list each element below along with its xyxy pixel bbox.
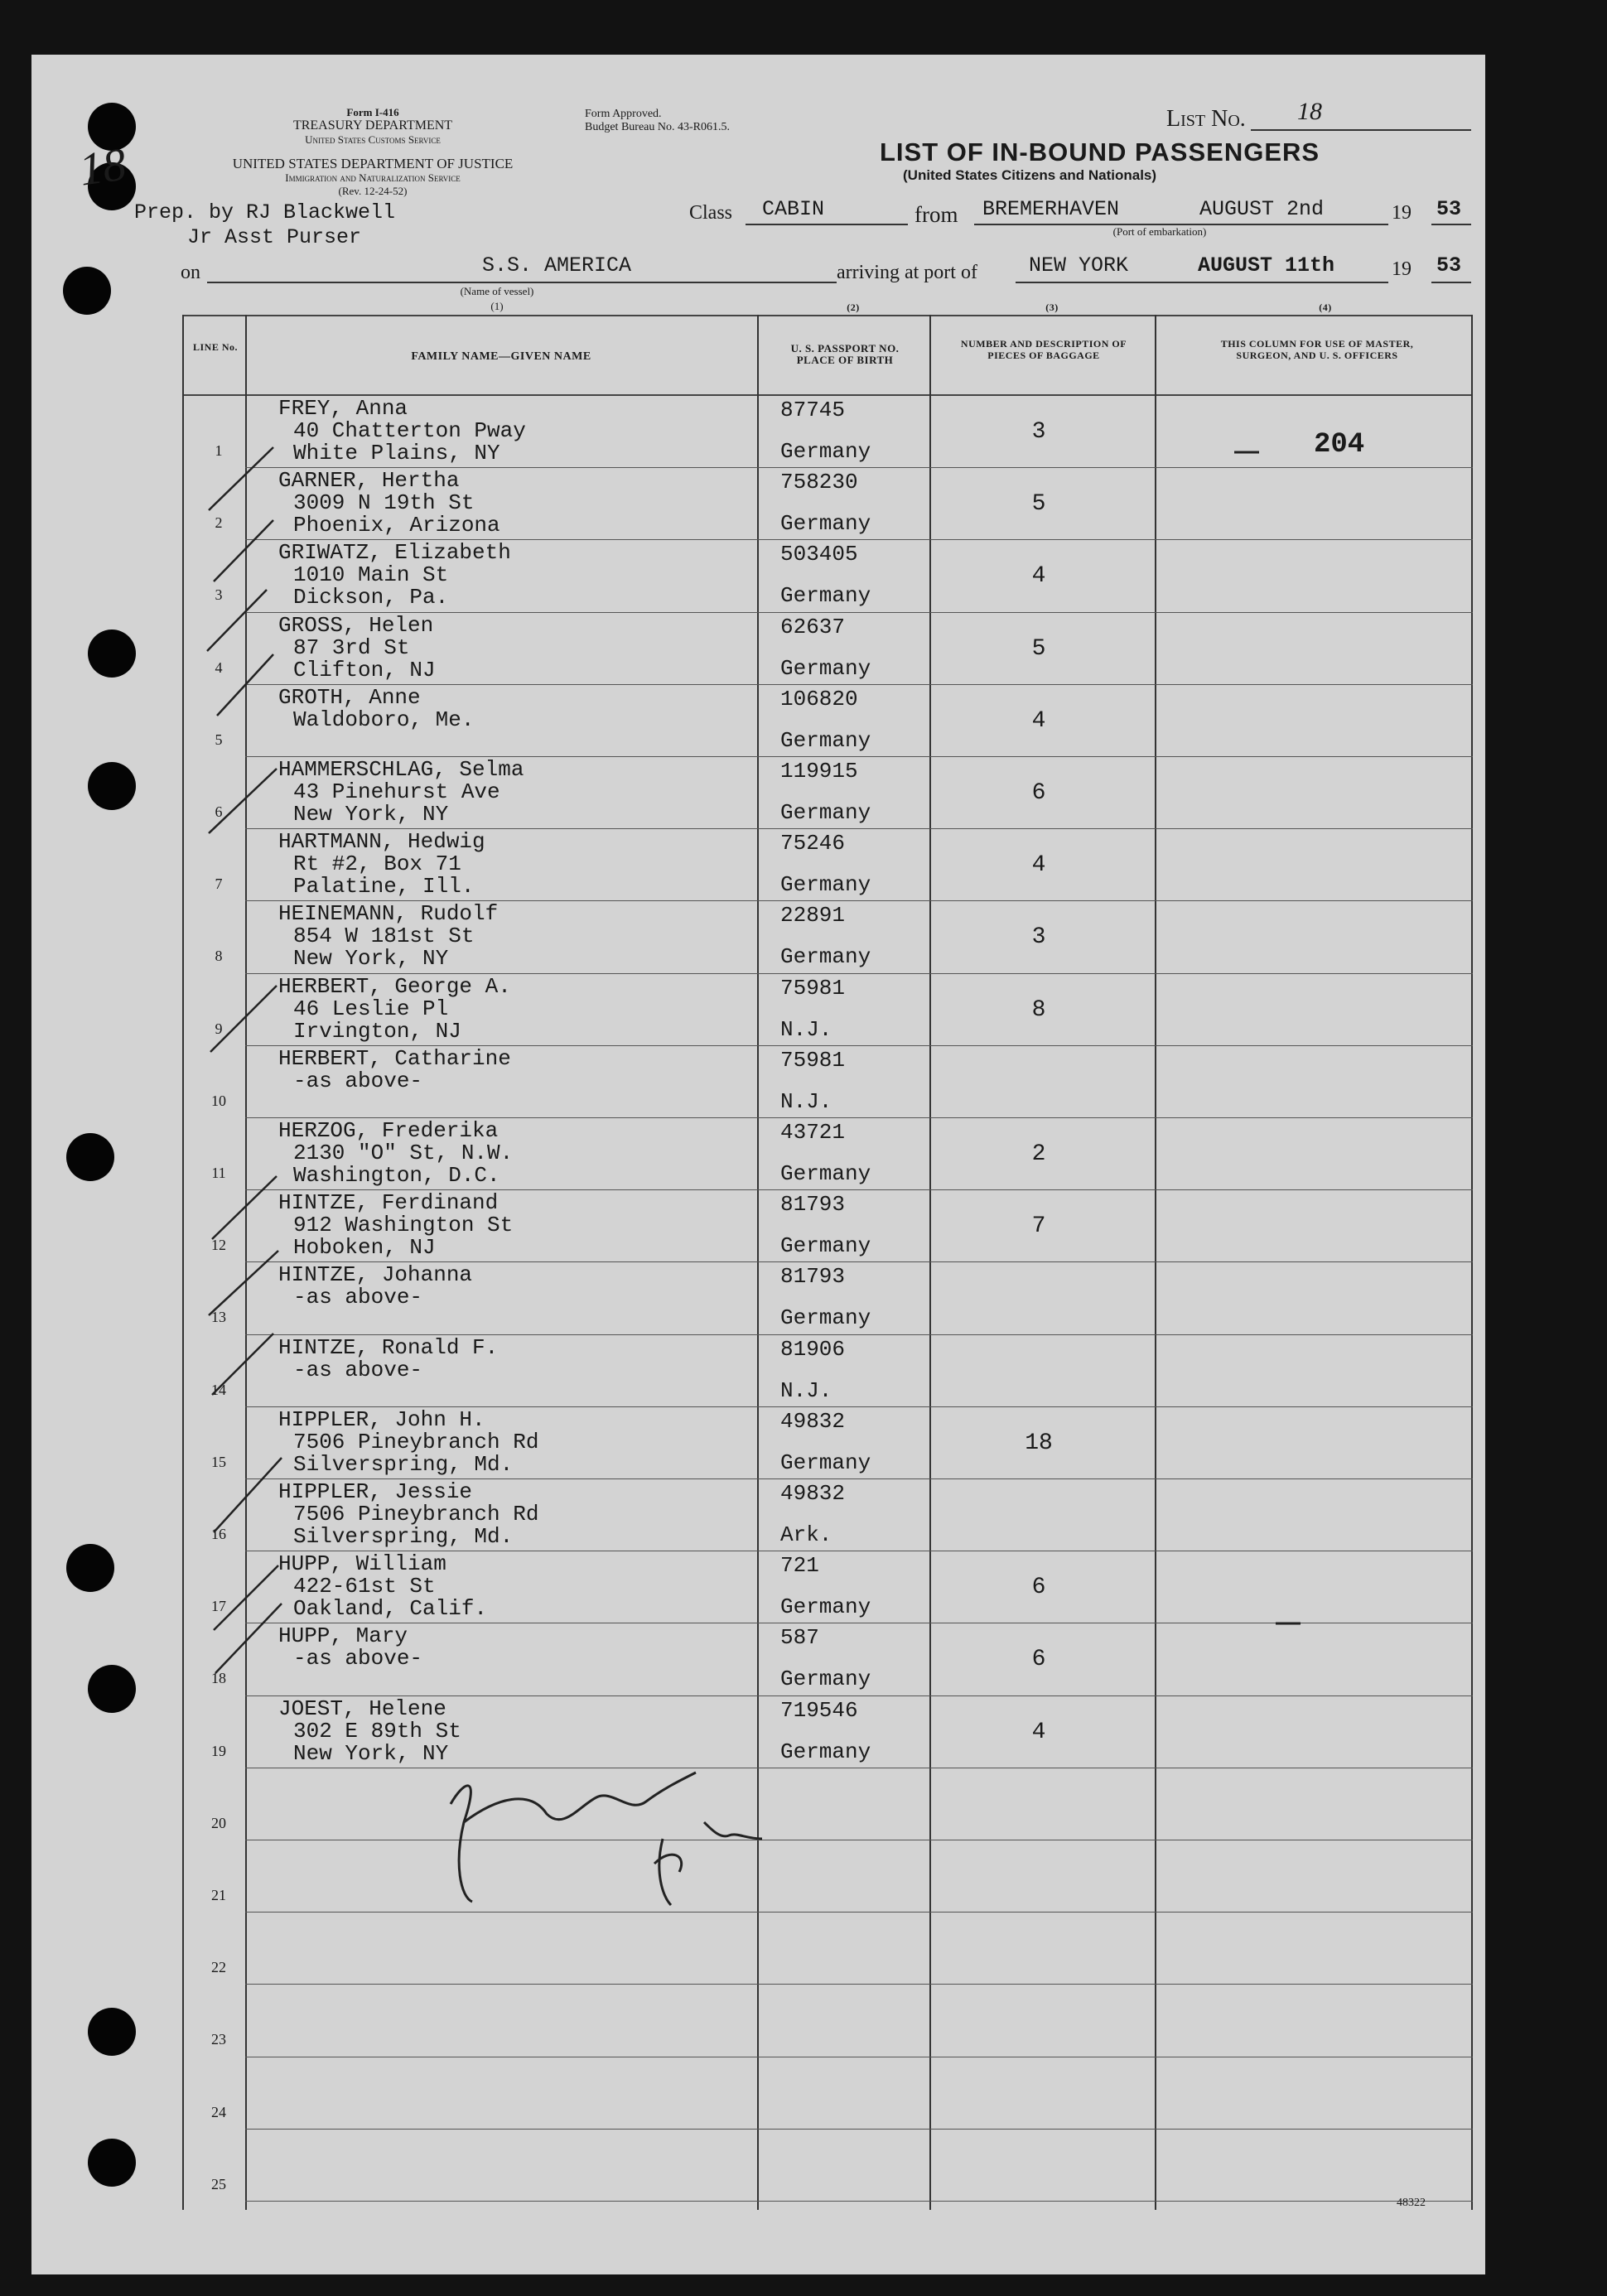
passenger-address-line2: Oakland, Calif.: [293, 1596, 488, 1622]
passenger-address-line1: 2130 "O" St, N.W.: [293, 1141, 514, 1165]
passenger-address-line1: Waldoboro, Me.: [293, 707, 475, 732]
class-label: Class: [689, 202, 733, 224]
passport-number: 62637: [780, 614, 846, 639]
passenger-name: HIPPLER, Jessie: [278, 1479, 473, 1504]
table-left-border: [182, 315, 184, 2210]
passenger-address-line1: 3009 N 19th St: [293, 490, 475, 516]
passenger-name: GROTH, Anne: [278, 684, 421, 710]
passenger-name: HERZOG, Frederika: [278, 1118, 499, 1143]
binder-hole: [88, 629, 136, 678]
binder-hole: [88, 762, 136, 810]
line-number: 16: [211, 1526, 226, 1542]
passport-number: 22891: [780, 903, 846, 929]
list-no-underline: [1251, 129, 1471, 131]
year-prefix-1: 19: [1392, 202, 1412, 224]
baggage-count: 6: [1031, 780, 1046, 806]
passport-number: 719546: [780, 1697, 858, 1723]
passport-number: 75981: [780, 1047, 846, 1073]
justice-dept: UNITED STATES DEPARTMENT OF JUSTICE: [232, 156, 514, 171]
place-of-birth: Germany: [780, 944, 871, 970]
line-number: 17: [211, 1598, 226, 1615]
on-label: on: [181, 262, 200, 283]
binder-hole: [88, 1665, 136, 1713]
passenger-address-line1: 422-61st St: [293, 1574, 436, 1599]
baggage-count: 8: [1031, 996, 1046, 1023]
line-number: 25: [211, 2175, 226, 2192]
passport-number: 503405: [780, 542, 858, 567]
passport-number: 81906: [780, 1336, 846, 1362]
place-of-birth: Germany: [780, 655, 871, 681]
passenger-address-line1: 43 Pinehurst Ave: [293, 779, 500, 804]
passenger-address-line1: -as above-: [293, 1646, 423, 1671]
form-revision: (Rev. 12-24-52): [338, 185, 408, 197]
place-of-birth: Germany: [780, 511, 871, 537]
passenger-address-line1: 912 Washington St: [293, 1213, 514, 1238]
line-number: 11: [211, 1165, 226, 1181]
table-row-rule: [245, 1912, 1473, 1913]
table-row-rule: [245, 2129, 1473, 2130]
col-name-header: FAMILY NAME—GIVEN NAME: [411, 350, 591, 363]
baggage-count: 6: [1031, 1575, 1046, 1601]
baggage-count: 4: [1031, 1719, 1046, 1745]
binder-hole: [88, 2139, 136, 2187]
passenger-address-line2: New York, NY: [293, 802, 449, 827]
place-of-birth: Germany: [780, 872, 871, 898]
passenger-name: HERBERT, George A.: [278, 973, 511, 999]
year-1: 53: [1436, 197, 1462, 221]
passenger-name: HINTZE, Johanna: [278, 1262, 473, 1288]
form-number: Form I-416: [346, 106, 399, 118]
line-number: 22: [211, 1959, 226, 1976]
place-of-birth: Germany: [780, 1305, 871, 1331]
line-number: 24: [211, 2103, 226, 2120]
year-2: 53: [1436, 253, 1462, 277]
line-number: 6: [215, 803, 223, 820]
passenger-name: HINTZE, Ferdinand: [278, 1190, 499, 1216]
line-number: 7: [215, 875, 223, 893]
baggage-count: 3: [1031, 924, 1046, 951]
passenger-name: GRIWATZ, Elizabeth: [278, 540, 511, 566]
passport-number: 81793: [780, 1264, 846, 1290]
passenger-address-line1: 7506 Pineybranch Rd: [293, 1429, 539, 1454]
place-of-birth: Germany: [780, 1667, 871, 1692]
col-passport-header: U. S. PASSPORT NO. PLACE OF BIRTH: [790, 342, 900, 366]
baggage-count: 5: [1031, 491, 1046, 518]
place-of-birth: Ark.: [780, 1522, 832, 1547]
line-number: 21: [211, 1887, 226, 1903]
passport-number: 119915: [780, 759, 858, 784]
arriving-underline: [1016, 282, 1388, 283]
line-number: 19: [211, 1742, 226, 1759]
passport-number: 49832: [780, 1481, 846, 1506]
class-underline: [746, 224, 908, 225]
embark-date: AUGUST 2nd: [1199, 197, 1325, 221]
ins-service: Immigration and Naturalization Service: [285, 171, 461, 184]
passenger-address-line1: -as above-: [293, 1357, 423, 1382]
passenger-name: HERBERT, Catharine: [278, 1045, 511, 1071]
place-of-birth: Germany: [780, 439, 871, 464]
passenger-address-line1: 46 Leslie Pl: [293, 996, 449, 1021]
passenger-address-line2: Hoboken, NJ: [293, 1235, 436, 1261]
port-embark-caption: (Port of embarkation): [1112, 225, 1207, 238]
col-use-header: THIS COLUMN FOR USE OF MASTER, SURGEON, AND U. S. OFFICERS: [1220, 338, 1414, 361]
line-number: 9: [215, 1020, 223, 1037]
col-baggage-number: (3): [1045, 301, 1059, 313]
line-number: 13: [211, 1309, 226, 1326]
from-label: from: [914, 202, 958, 227]
passenger-address-line2: Washington, D.C.: [293, 1163, 500, 1188]
passport-number: 43721: [780, 1120, 846, 1145]
col-line-header: LINE No.: [192, 341, 238, 353]
passenger-address-line1: 87 3rd St: [293, 634, 410, 660]
passport-number: 721: [780, 1553, 819, 1579]
baggage-count: 7: [1031, 1213, 1046, 1240]
place-of-birth: Germany: [780, 1449, 871, 1475]
preparer-title: Jr Asst Purser: [187, 225, 362, 249]
passenger-address-line1: 40 Chatterton Pway: [293, 418, 526, 443]
place-of-birth: Germany: [780, 583, 871, 609]
passport-number: 106820: [780, 686, 858, 711]
table-row-rule: [245, 2201, 1473, 2202]
passenger-address-line2: New York, NY: [293, 1740, 449, 1766]
passenger-name: HINTZE, Ronald F.: [278, 1334, 499, 1360]
col-baggage-header: NUMBER AND DESCRIPTION OF PIECES OF BAGGAGE: [960, 338, 1127, 361]
list-no-value: 18: [1297, 98, 1322, 125]
line-number: 12: [211, 1237, 226, 1254]
arrival-date: AUGUST 11th: [1198, 253, 1335, 277]
passport-number: 81793: [780, 1192, 846, 1218]
passenger-address-line1: -as above-: [293, 1285, 423, 1310]
passport-number: 75246: [780, 831, 846, 856]
binder-hole: [63, 267, 111, 315]
passenger-address-line2: Clifton, NJ: [293, 657, 436, 683]
baggage-count: 3: [1031, 419, 1046, 445]
passenger-name: HEINEMANN, Rudolf: [278, 901, 499, 927]
baggage-count: 4: [1031, 852, 1046, 879]
passenger-name: HAMMERSCHLAG, Selma: [278, 757, 524, 782]
passenger-name: FREY, Anna: [278, 396, 408, 421]
baggage-count: 6: [1031, 1647, 1046, 1673]
line-number: 23: [211, 2031, 226, 2048]
passenger-address-line2: Palatine, Ill.: [293, 874, 475, 900]
passenger-name: GARNER, Hertha: [278, 468, 460, 494]
class-value: CABIN: [762, 197, 825, 221]
passenger-address-line1: 7506 Pineybranch Rd: [293, 1502, 539, 1527]
passenger-address-line1: 854 W 181st St: [293, 924, 475, 949]
baggage-count: 4: [1031, 563, 1046, 590]
passport-number: 758230: [780, 470, 858, 495]
place-of-birth: Germany: [780, 727, 871, 753]
prepared-by: Prep. by RJ Blackwell: [134, 200, 396, 224]
place-of-birth: Germany: [780, 800, 871, 825]
line-number: 20: [211, 1814, 226, 1831]
passenger-name: HARTMANN, Hedwig: [278, 829, 485, 855]
col-passport-number: (2): [847, 301, 860, 313]
line-number: 3: [215, 586, 223, 604]
passenger-address-line2: Silverspring, Md.: [293, 1524, 514, 1549]
place-of-birth: Germany: [780, 1233, 871, 1259]
passenger-address-line2: White Plains, NY: [293, 441, 500, 465]
table-row-rule: [245, 1984, 1473, 1985]
passport-number: 587: [780, 1625, 819, 1651]
year-prefix-2: 19: [1392, 258, 1412, 280]
form-approved: Form Approved.: [585, 108, 662, 120]
baggage-count: 2: [1031, 1141, 1046, 1167]
table-top-border: [182, 315, 1473, 316]
document-subtitle: (United States Citizens and Nationals): [903, 167, 1157, 183]
passport-number: 49832: [780, 1408, 846, 1434]
baggage-count: 18: [1025, 1430, 1053, 1456]
line-number: 1: [215, 442, 223, 459]
binder-hole: [88, 2008, 136, 2056]
arriving-label: arriving at port of: [837, 262, 977, 283]
line-number: 4: [215, 658, 223, 676]
passenger-address-line1: 302 E 89th St: [293, 1718, 461, 1744]
passenger-address-line2: Dickson, Pa.: [293, 585, 449, 610]
passenger-address-line2: Silverspring, Md.: [293, 1451, 514, 1477]
passenger-name: GROSS, Helen: [278, 612, 434, 638]
place-of-birth: N.J.: [780, 1016, 832, 1042]
passenger-name: HIPPLER, John H.: [278, 1406, 485, 1432]
baggage-count: 5: [1031, 635, 1046, 662]
place-of-birth: Germany: [780, 1739, 871, 1764]
passport-number: 87745: [780, 398, 846, 422]
embark-port: BREMERHAVEN: [982, 197, 1120, 221]
binder-hole: [66, 1544, 114, 1592]
passenger-name: JOEST, Helene: [278, 1695, 446, 1721]
passenger-address-line1: -as above-: [293, 1068, 423, 1093]
passenger-address-line2: Phoenix, Arizona: [293, 513, 500, 538]
vessel-underline: [207, 282, 837, 283]
passport-number: 75981: [780, 975, 846, 1001]
passenger-address-line1: 1010 Main St: [293, 562, 449, 588]
place-of-birth: Germany: [780, 1594, 871, 1620]
line-number: 8: [215, 948, 223, 965]
passenger-address-line2: New York, NY: [293, 946, 449, 972]
line-number: 18: [211, 1670, 226, 1687]
budget-bureau: Budget Bureau No. 43-R061.5.: [585, 121, 730, 133]
place-of-birth: N.J.: [780, 1088, 832, 1114]
line-number: 5: [215, 731, 223, 748]
year2-underline: [1431, 282, 1471, 283]
place-of-birth: N.J.: [780, 1377, 832, 1403]
line-number: 15: [211, 1453, 226, 1470]
treasury-dept: TREASURY DEPARTMENT: [292, 118, 453, 133]
arrival-port: NEW YORK: [1029, 253, 1129, 277]
passenger-name: HUPP, William: [278, 1551, 446, 1577]
margin-note: 18: [75, 138, 130, 196]
document-title: LIST OF IN-BOUND PASSENGERS: [880, 137, 1320, 166]
passenger-address-line2: Irvington, NJ: [293, 1018, 461, 1044]
place-of-birth: Germany: [780, 1161, 871, 1186]
passenger-address-line1: Rt #2, Box 71: [293, 851, 461, 877]
list-no-label: List No.: [1166, 106, 1246, 132]
binder-hole: [66, 1133, 114, 1181]
vessel-name: S.S. AMERICA: [482, 253, 632, 277]
table-row-rule: [245, 684, 1473, 685]
line-number: 14: [211, 1381, 226, 1398]
year1-underline: [1431, 224, 1471, 225]
col1-caption: (1): [490, 300, 504, 312]
col-use-number: (4): [1319, 301, 1332, 313]
customs-service: United States Customs Service: [305, 133, 441, 146]
officer-note: 204: [1314, 429, 1365, 461]
vessel-caption: (Name of vessel): [460, 285, 534, 297]
line-number: 2: [215, 514, 223, 532]
passenger-name: HUPP, Mary: [278, 1623, 408, 1649]
baggage-count: 4: [1031, 707, 1046, 734]
line-number: 10: [211, 1092, 226, 1109]
form-code: 48322: [1397, 2197, 1426, 2209]
